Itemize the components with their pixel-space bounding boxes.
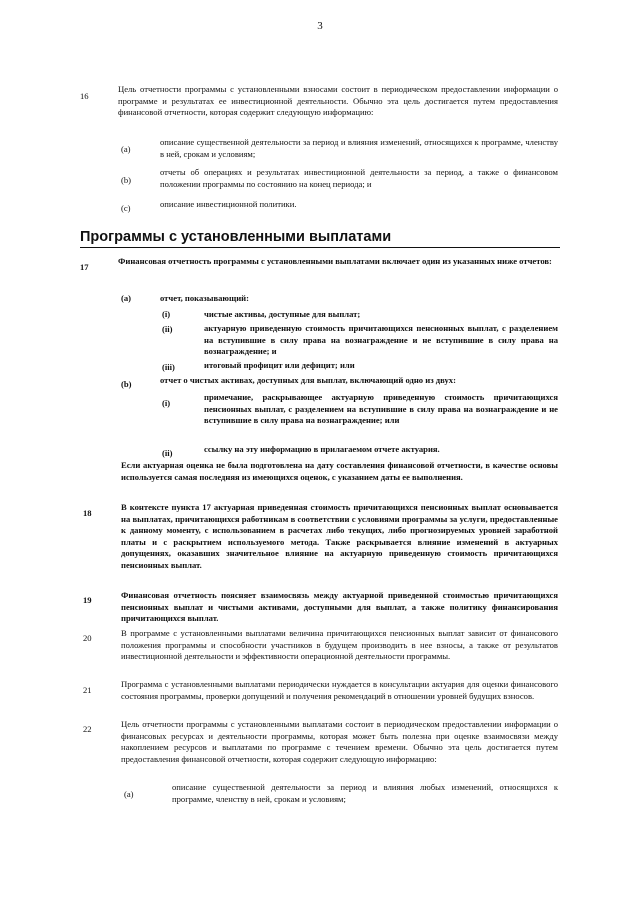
- paragraph-number-18: 18: [83, 508, 92, 518]
- p16-item-c-text: описание инвестиционной политики.: [160, 199, 297, 209]
- p17-a-iii-label: (iii): [162, 362, 175, 372]
- paragraph-number-22: 22: [83, 724, 92, 734]
- paragraph-19-text: Финансовая отчетность поясняет взаимосвязь между актуарной приведенной стоимостью причитающихся пенсионных выплат и чистыми активами, доступными для выплат, а также политику финансирования причитающихся выплат.: [121, 590, 558, 624]
- heading-rule: [80, 247, 560, 248]
- paragraph-16-text: Цель отчетности программы с установленными взносами состоит в периодическом предоставлении информации о программе и результатах ее инвестиционной деятельности. Обычно эта цель достигается путем предоставления финансовой отчетности, которая содержит следующую информацию:: [118, 84, 558, 118]
- p17-item-b-text: отчет о чистых активах, доступных для выплат, включающий одно из двух:: [160, 375, 456, 385]
- p17-a-iii-text: итоговый профицит или дефицит; или: [204, 360, 355, 370]
- p16-item-b-label: (b): [121, 175, 132, 185]
- paragraph-number-19: 19: [83, 595, 92, 605]
- paragraph-17-text: Финансовая отчетность программы с установленными выплатами включает один из указанных ниже отчетов:: [118, 256, 552, 266]
- p17-a-i-label: (i): [162, 309, 171, 319]
- paragraph-number-17: 17: [80, 262, 89, 272]
- paragraph-18-text: В контексте пункта 17 актуарная приведенная стоимость причитающихся пенсионных выплат основывается на выплатах, причитающихся работникам в соответствии с условиями программы за услуги, предоставленные к данному моменту, с использованием в расчетах либо текущих, либо прогнозируемых уровней заработной платы и с раскрытием используемого метода. Также раскрывается влияние изменений в актуарных допущениях, оказавших значительное влияние на актуарную приведенную стоимость причитающихся пенсионных выплат.: [121, 502, 558, 570]
- p17-item-b-label: (b): [121, 379, 132, 389]
- paragraph-22-text: Цель отчетности программы с установленными выплатами состоит в периодическом предоставлении информации о финансовых ресурсах и деятельности программы, которая может быть полезна при оценке взаимосвязи между накоплением ресурсов и выплатами по программе с течением времени. Обычно эта цель достигается путем предоставления финансовой отчетности, которая содержит следующую информацию:: [121, 719, 558, 764]
- p17-a-ii-label: (ii): [162, 324, 173, 334]
- p17-closing-text: Если актуарная оценка не была подготовлена на дату составления финансовой отчетности, в качестве основы используется самая последняя из имеющихся оценок, с указанием даты ее выполнения.: [121, 460, 558, 482]
- section-heading: Программы с установленными выплатами: [80, 229, 392, 245]
- paragraph-number-16: 16: [80, 91, 89, 101]
- p16-item-a-text: описание существенной деятельности за период и влияния изменений, относящихся к программе, членству в ней, срокам и условиям;: [160, 137, 558, 159]
- p16-item-c-label: (c): [121, 203, 131, 213]
- p16-item-b-text: отчеты об операциях и результатах инвестиционной деятельности за период, а также о финансовом положении программы по состоянию на конец периода; и: [160, 167, 558, 189]
- page-number: 3: [317, 20, 323, 32]
- p17-b-ii-label: (ii): [162, 448, 173, 458]
- p17-b-ii-text: ссылку на эту информацию в прилагаемом отчете актуария.: [204, 444, 440, 454]
- p16-item-a-label: (a): [121, 144, 131, 154]
- p17-b-i-label: (i): [162, 398, 171, 408]
- p17-item-a-text: отчет, показывающий:: [160, 293, 249, 303]
- p22-item-a-label: (a): [124, 789, 134, 799]
- p17-a-i-text: чистые активы, доступные для выплат;: [204, 309, 361, 319]
- p17-a-ii-text: актуарную приведенную стоимость причитающихся пенсионных выплат, с разделением на вступившие в силу права на вознаграждение и не вступившие в силу права на вознаграждение; и: [204, 323, 558, 357]
- p17-b-i-text: примечание, раскрывающее актуарную приведенную стоимость причитающихся пенсионных выплат, с разделением на вступившие в силу права на вознаграждение и не вступившие в силу права на вознаграждение; или: [204, 392, 558, 426]
- p17-item-a-label: (a): [121, 293, 132, 303]
- paragraph-21-text: Программа с установленными выплатами периодически нуждается в консультации актуария для оценки финансового состояния программы, проверки допущений и получения рекомендаций в отношении уровней будущих взносов.: [121, 679, 558, 701]
- paragraph-number-20: 20: [83, 633, 92, 643]
- paragraph-20-text: В программе с установленными выплатами величина причитающихся пенсионных выплат зависит от финансового положения программы и способности участников в будущем производить в нее взносы, а также от результатов инвестиционной деятельности и эффективности операционной деятельности программы.: [121, 628, 558, 662]
- p22-item-a-text: описание существенной деятельности за период и влияния любых изменений, относящихся к программе, членству в ней, срокам и условиям;: [172, 782, 558, 804]
- paragraph-number-21: 21: [83, 685, 92, 695]
